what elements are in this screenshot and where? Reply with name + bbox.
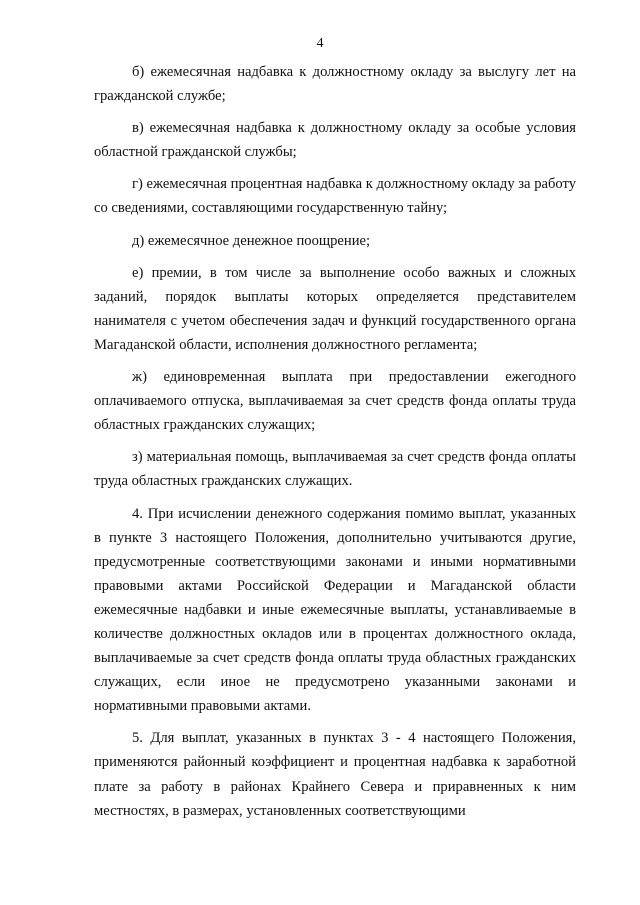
paragraph-g: г) ежемесячная процентная надбавка к должностному окладу за работу со сведениями, составляющими государственную тайну;	[94, 176, 576, 217]
paragraph-zh: ж) единовременная выплата при предоставлении ежегодного оплачиваемого отпуска, выплачиваемая за счет средств фонда оплаты труда областных гражданских служащих;	[94, 369, 576, 434]
page-number: 4	[316, 36, 324, 51]
document-body	[94, 60, 576, 831]
paragraph-b: б) ежемесячная надбавка к должностному окладу за выслугу лет на гражданской службе;	[94, 64, 576, 105]
paragraph-e: е) премии, в том числе за выполнение особо важных и сложных заданий, порядок выплаты которых определяется представителем нанимателя с учетом обеспечения задач и функций государственного органа Магаданской области, исполнения должностного регламента;	[94, 264, 576, 353]
paragraph-4: 4. При исчислении денежного содержания помимо выплат, указанных в пункте 3 настоящего Положения, дополнительно учитываются другие, предусмотренные соответствующими законами и иными нормативными правовыми актами Российской Федерации и Магаданской области ежемесячные надбавки и иные ежемесячные выплаты, устанавливаемые в количестве должностных окладов или в процентах должностного оклада, выплачиваемые за счет средств фонда оплаты труда областных гражданских служащих, если иное не предусмотрено указанными законами и нормативными правовыми актами.	[94, 505, 576, 715]
paragraph-z: з) материальная помощь, выплачиваемая за счет средств фонда оплаты труда областных гражданских служащих.	[94, 449, 576, 490]
paragraph-d: д) ежемесячное денежное поощрение;	[132, 232, 371, 249]
paragraph-5: 5. Для выплат, указанных в пунктах 3 - 4 настоящего Положения, применяются районный коэффициент и процентная надбавка к заработной плате за работу в районах Крайнего Севера и приравненных к ним местностях, в размерах, установленных соответствующими	[94, 730, 576, 819]
paragraph-v: в) ежемесячная надбавка к должностному окладу за особые условия областной гражданской службы;	[94, 120, 576, 161]
